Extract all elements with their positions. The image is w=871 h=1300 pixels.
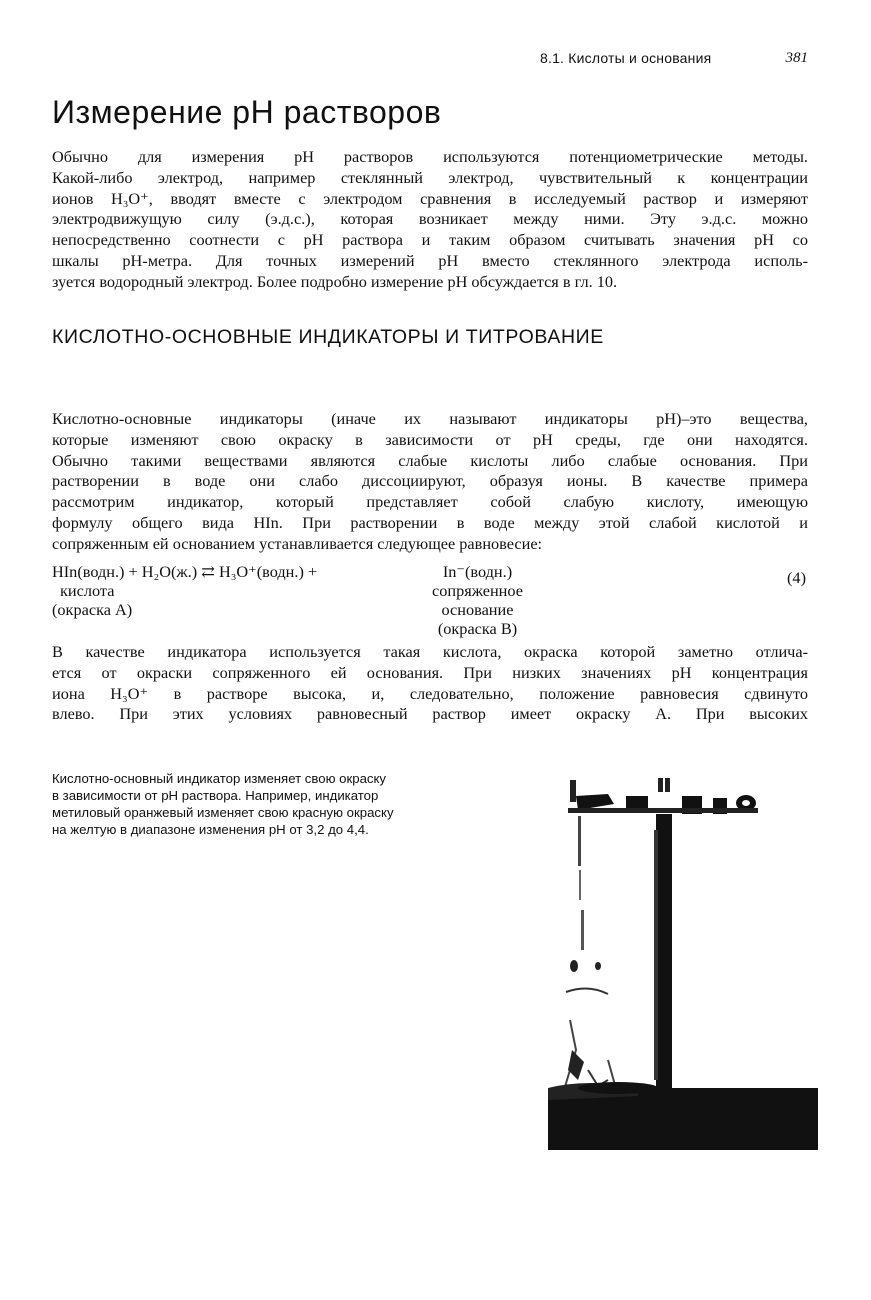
page-title: Измерение pH растворов <box>52 94 442 130</box>
text-line: которые изменяют свою окраску в зависимости от pH среды, где они находятся. <box>52 429 808 449</box>
text-line: растворении в воде они слабо диссоциируют, образуя ионы. В качестве примера <box>52 471 808 491</box>
text-line: шкалы pH-метра. Для точных измерений pH вместо стеклянного электрода исполь- <box>52 250 808 270</box>
text-line: Кислотно-основные индикаторы (иначе их называют индикаторы pH)–это вещества, <box>52 409 808 428</box>
caption-line: на желтую в диапазоне изменения pH от 3,2 до 4,4. <box>52 822 369 837</box>
text-line: электродвижущую силу (э.д.с.), которая возникает между ними. Эту э.д.с. можно <box>52 209 808 229</box>
text-line: влево. При этих условиях равновесный раствор имеет окраску A. При высоких <box>52 704 808 724</box>
paragraph-indicators <box>52 409 808 555</box>
paragraph-ph-measurement <box>52 147 808 293</box>
text-line: ионов H₃O⁺, вводят вместе с электродом сравнения в исследуемый раствор и измеряют <box>52 188 808 208</box>
text-line: В качестве индикатора используется такая кислота, окраска которой заметно отлича- <box>52 642 808 661</box>
equation-left <box>52 562 317 619</box>
running-header <box>540 50 808 67</box>
text-line: Какой-либо электрод, например стеклянный электрод, чувствительный к концентрации <box>52 167 808 187</box>
figure-caption <box>52 770 480 838</box>
caption-line: в зависимости от pH раствора. Например, индикатор <box>52 788 379 803</box>
text-line: формулу общего вида HIn. При растворении в воде между этой слабой кислотой и <box>52 512 808 532</box>
equation-number: (4) <box>787 568 806 587</box>
paragraph-indicator-choice <box>52 642 808 725</box>
caption-line: Кислотно-основный индикатор изменяет свою окраску <box>52 771 387 786</box>
equation-right <box>432 562 523 638</box>
color-a-label: (окраска A) <box>52 600 133 619</box>
color-b-label: (окраска B) <box>437 619 518 638</box>
text-line: рассмотрим индикатор, который представляет собой слабую кислоту, имеющую <box>52 492 808 512</box>
text-line: Обычно такими веществами являются слабые кислоты либо слабые основания. При <box>52 450 808 470</box>
text-line: иона H₃O⁺ в растворе высока, и, следовательно, положение равновесия сдвинуто <box>52 683 808 703</box>
caption-line: метиловый оранжевый изменяет свою красную окраску <box>52 805 394 820</box>
section-label: 8.1. Кислоты и основания <box>540 50 712 66</box>
text-line: сопряженным ей основанием устанавливается следующее равновесие: <box>52 533 543 553</box>
base-label: основание <box>441 600 514 619</box>
conjugate-base-formula: In⁻(водн.) <box>442 562 513 581</box>
equilibrium-equation <box>52 562 808 640</box>
equation-line: HIn(водн.) + H₂O(ж.) ⇄ H₃O⁺(водн.) + <box>52 562 318 581</box>
titration-photo <box>548 770 818 1160</box>
text-line: ется от окраски сопряженного ей основания. При низких значениях pH концентрация <box>52 662 808 682</box>
acid-label: кислота <box>60 581 115 600</box>
section-heading: КИСЛОТНО-ОСНОВНЫЕ ИНДИКАТОРЫ И ТИТРОВАНИЕ <box>52 326 604 348</box>
text-line: непосредственно соотнести с pH раствора и таким образом считывать значения pH со <box>52 230 808 250</box>
page-number: 381 <box>785 50 808 66</box>
text-line: Обычно для измерения pH растворов используются потенциометрические методы. <box>52 147 808 166</box>
conjugate-label: сопряженное <box>432 581 523 600</box>
text-line: зуется водородный электрод. Более подробно измерение pH обсуждается в гл. 10. <box>52 271 618 291</box>
